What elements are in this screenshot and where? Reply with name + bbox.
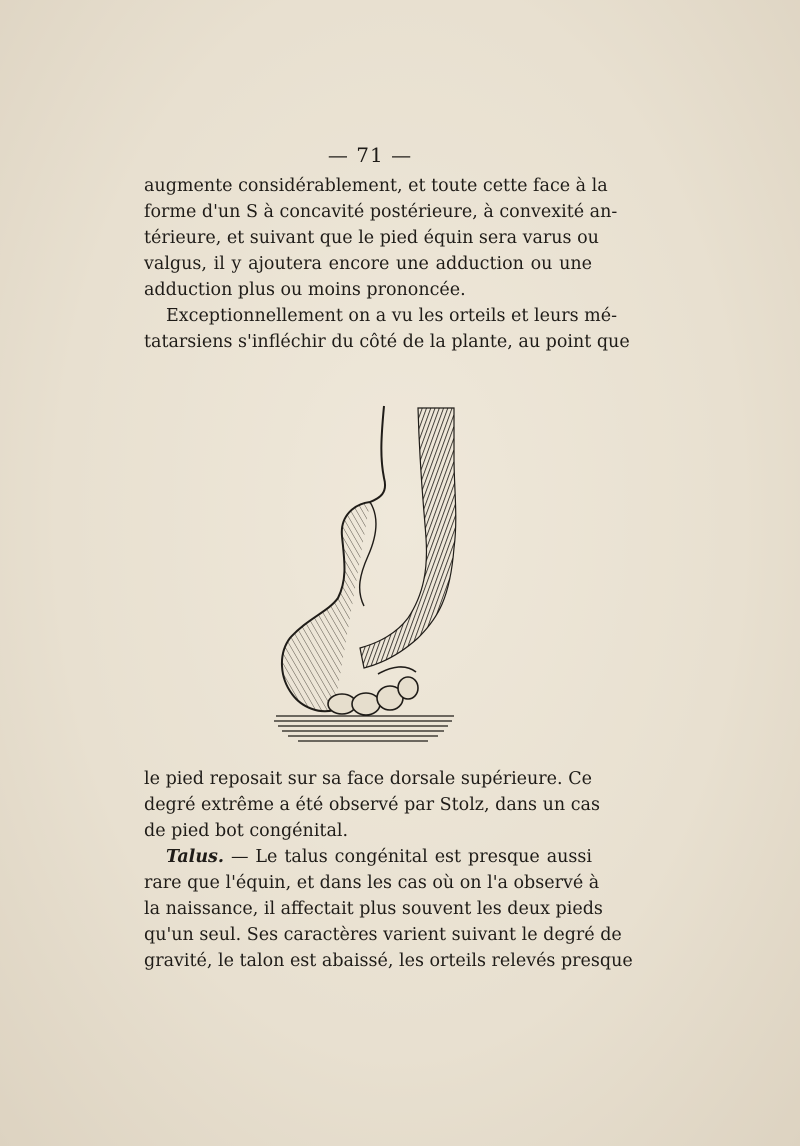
text-fragment: — Le talus congénital est presque aussi — [224, 847, 592, 867]
text-line: augmente considérablement, et toute cette face à la — [144, 176, 608, 196]
paragraph — [144, 303, 630, 355]
text-line — [144, 844, 592, 870]
text-line: de pied bot congénital. — [144, 821, 349, 841]
paragraph — [144, 844, 633, 974]
text-line: forme d'un S à concavité postérieure, à convexité an- — [144, 202, 618, 222]
section-label: Talus. — [166, 847, 225, 867]
paragraph — [144, 173, 618, 303]
text-line: valgus, il y ajoutera encore une adduction ou une — [144, 254, 592, 274]
paragraph — [144, 766, 600, 844]
text-line: la naissance, il affectait plus souvent les deux pieds — [144, 899, 603, 919]
text-block-top — [144, 173, 630, 355]
text-line: qu'un seul. Ses caractères varient suivant le degré de — [144, 925, 622, 945]
text-line: gravité, le talon est abaissé, les orteils relevés presque — [144, 951, 633, 971]
text-line: térieure, et suivant que le pied équin sera varus ou — [144, 228, 599, 248]
text-line: le pied reposait sur sa face dorsale supérieure. Ce — [144, 769, 592, 789]
text-block-bottom — [144, 766, 633, 974]
text-line: rare que l'équin, et dans les cas où on l'a observé à — [144, 873, 600, 893]
text-line: adduction plus ou moins prononcée. — [144, 280, 466, 300]
text-line: Exceptionnellement on a vu les orteils et leurs mé- — [166, 306, 617, 326]
text-line: tatarsiens s'infléchir du côté de la plante, au point que — [144, 332, 630, 352]
foot-engraving-icon — [268, 398, 468, 750]
foot-illustration — [268, 398, 468, 750]
text-line: degré extrême a été observé par Stolz, dans un cas — [144, 795, 600, 815]
page-number: — 71 — — [327, 143, 413, 167]
